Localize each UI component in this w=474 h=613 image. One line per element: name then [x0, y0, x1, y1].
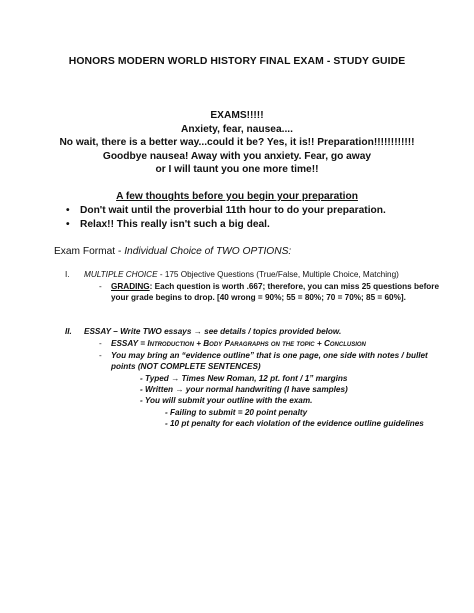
violation-penalty-line: - 10 pt penalty for each violation of the evidence outline guidelines	[165, 419, 424, 428]
essay-structure: ESSAY = Introduction + Body Paragraphs on the topic + Conclusion	[111, 339, 366, 348]
dash-marker: -	[99, 339, 102, 348]
section-1-number: I.	[65, 270, 70, 279]
exam-format-label: Exam Format -	[54, 246, 125, 257]
written-a: - Written	[140, 385, 176, 394]
section-2-head-b: see details / topics provided below.	[201, 327, 342, 336]
bullet-icon: •	[66, 205, 70, 216]
bullet-item	[66, 205, 386, 216]
intro-line-5: or I will taunt you one more time!!	[155, 164, 319, 175]
written-b: your normal handwriting (I have samples)	[183, 385, 348, 394]
outline-line-1: You may bring an “evidence outline” that is one page, one side with notes / bullet	[111, 351, 428, 360]
exam-format-choice: Individual Choice of TWO OPTIONS:	[124, 246, 292, 257]
intro-line-3: No wait, there is a better way...could it be? Yes, it is!! Preparation!!!!!!!!!!!!	[59, 137, 415, 148]
section-1-heading	[84, 270, 399, 279]
thoughts-heading: A few thoughts before you begin your preparation	[116, 191, 358, 202]
submit-line: - You will submit your outline with the exam.	[140, 396, 313, 405]
grading-line	[111, 282, 439, 291]
bullet-text: Don't wait until the proverbial 11th hour to do your preparation.	[80, 205, 386, 216]
arrow-icon: →	[175, 385, 184, 394]
page-title: HONORS MODERN WORLD HISTORY FINAL EXAM - STUDY GUIDE	[68, 56, 406, 67]
typed-line	[140, 374, 347, 383]
intro-line-2: Anxiety, fear, nausea....	[181, 124, 293, 135]
section-2-heading	[84, 327, 341, 336]
section-2-number: II.	[65, 327, 72, 336]
typed-b: Times New Roman, 12 pt. font / 1” margins	[179, 374, 348, 383]
grading-text: : Each question is worth .667; therefore, you can miss 25 questions before	[149, 282, 440, 291]
bullet-text: Relax!! This really isn't such a big deal.	[80, 219, 270, 230]
bullet-icon: •	[66, 219, 70, 230]
bullet-item	[66, 219, 270, 230]
section-1-desc: - 175 Objective Questions (True/False, Multiple Choice, Matching)	[157, 270, 399, 279]
arrow-icon: →	[193, 327, 202, 336]
outline-line-2: points (NOT COMPLETE SENTENCES)	[111, 362, 261, 371]
fail-penalty-line: - Failing to submit = 20 point penalty	[165, 408, 308, 417]
grading-text-2: your grade begins to drop. [40 wrong = 90%; 55 = 80%; 70 = 70%; 85 = 60%].	[111, 293, 406, 302]
section-1-name: MULTIPLE CHOICE	[84, 270, 158, 279]
section-2-head-a: ESSAY – Write TWO essays	[84, 327, 194, 336]
exam-format-heading	[54, 246, 291, 257]
typed-a: - Typed	[140, 374, 172, 383]
intro-line-4: Goodbye nausea! Away with you anxiety. Fear, go away	[102, 151, 372, 162]
intro-line-1: EXAMS!!!!!	[210, 110, 264, 121]
arrow-icon: →	[171, 374, 180, 383]
written-line	[140, 385, 348, 394]
dash-marker: -	[99, 282, 102, 291]
grading-label: GRADING	[111, 282, 150, 291]
dash-marker: -	[99, 351, 102, 360]
